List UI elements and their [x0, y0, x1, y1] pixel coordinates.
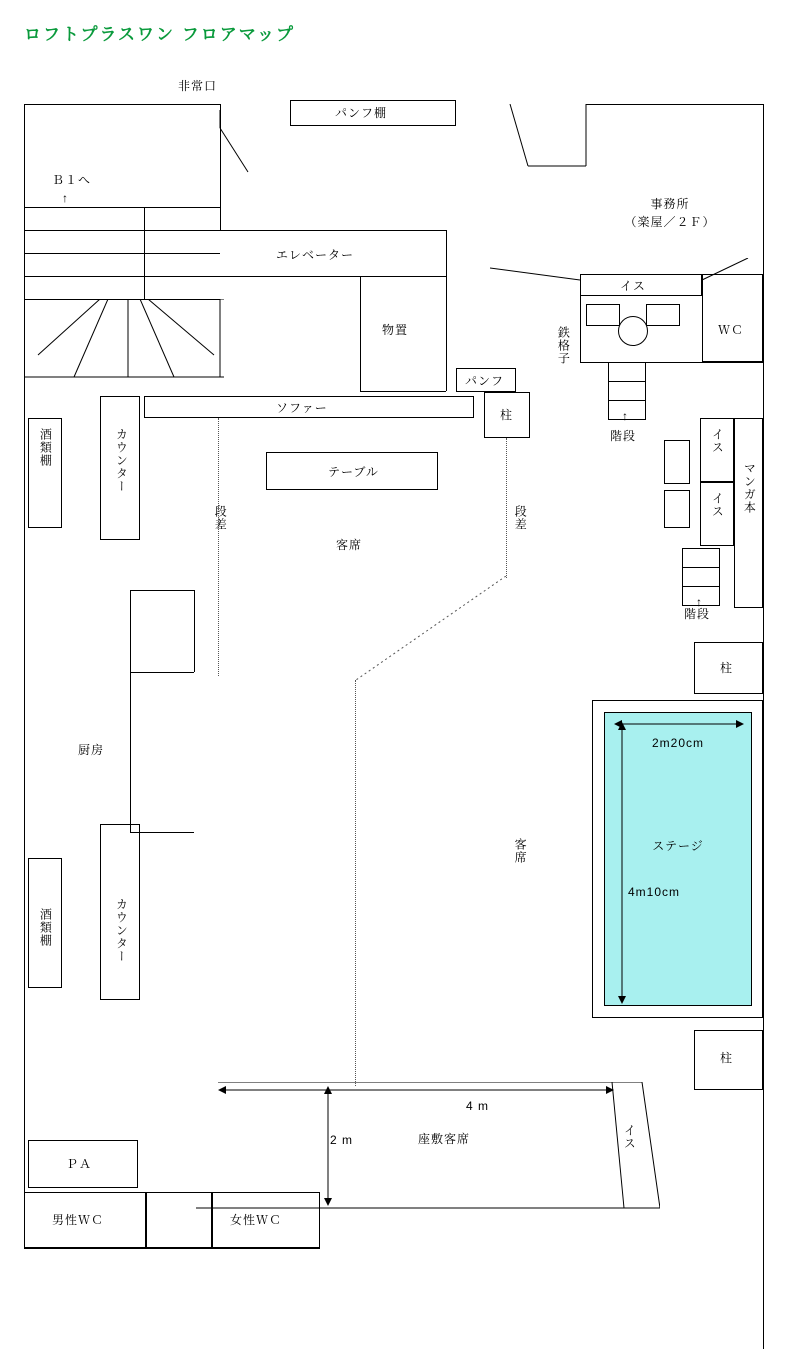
tatami-width-label: 4 m: [466, 1099, 490, 1113]
elevator-label: エレベーター: [276, 248, 355, 262]
sofa-label: ソファー: [276, 401, 328, 415]
seating-1-label: 客席: [336, 538, 363, 552]
pillar-3-label: 柱: [720, 1051, 734, 1065]
chair-top-label: イス: [620, 279, 646, 293]
womens-wc-label: 女性ＷＣ: [230, 1213, 283, 1227]
stage-height-label: 4m10cm: [628, 885, 681, 899]
stair-landing-fan: [24, 299, 224, 389]
step-2-label: [512, 505, 528, 535]
storage-right-wall: [446, 276, 447, 391]
pillar-1-label: 柱: [500, 408, 514, 422]
b1-arrow: ↑: [62, 191, 69, 205]
stair-step-2: [24, 230, 220, 231]
mens-wc-label: 男性ＷＣ: [52, 1213, 105, 1227]
stage-height-arrow: [614, 722, 630, 1004]
step-1-text: 段差: [213, 505, 228, 531]
office-label: 事務所: [650, 197, 690, 211]
tatami-height-label: 2 m: [330, 1133, 354, 1147]
counter-1-label: カウンター: [114, 428, 129, 493]
stage-label: ステージ: [652, 839, 704, 853]
wc-label: ＷＣ: [718, 323, 745, 337]
iron-lattice-label: 鉄格子: [556, 326, 571, 365]
stairs-1-arrow: ↑: [622, 409, 629, 423]
stairs-2-label: 階段: [684, 607, 711, 621]
step-1-label: [212, 505, 228, 535]
chair-small-box-2: [664, 490, 690, 528]
chair-right-2-label: イス: [710, 492, 725, 518]
kitchen-wall-right: [194, 590, 195, 672]
chair-right-1-label: イス: [710, 428, 725, 454]
storage-label: 物置: [382, 323, 409, 337]
stage-width-label: 2m20cm: [651, 736, 704, 750]
stairs-2-arrow: ↑: [696, 595, 703, 609]
step-2-text: 段差: [513, 505, 528, 531]
chair-small-box-1: [664, 440, 690, 484]
chair-tatami-label: イス: [622, 1124, 637, 1150]
elevator-bottom-wall: [220, 276, 446, 277]
stair-step-4: [24, 276, 220, 277]
step-2-dotted-lower: [355, 680, 356, 1086]
storage-bottom-wall: [360, 391, 446, 392]
kitchen-wall-top: [130, 590, 194, 591]
wc-box: [702, 274, 763, 362]
tatami-seating-label: 座敷客席: [418, 1132, 471, 1146]
table-label: テーブル: [328, 465, 379, 479]
seating-2-text: 客席: [513, 838, 528, 864]
stairs-1-step-1: [608, 381, 646, 382]
liquor-shelf-1-label: 酒類棚: [38, 428, 53, 467]
kitchen-wall-left: [130, 590, 131, 672]
step-2-dotted: [506, 438, 507, 578]
elevator-top-wall: [220, 230, 446, 231]
wc-spacer-box: [146, 1192, 212, 1248]
storage-left-wall: [360, 276, 361, 391]
page-title: ロフトプラスワン フロアマップ: [24, 25, 296, 44]
kitchen-label: 厨房: [78, 743, 105, 757]
stair-step-3: [24, 253, 220, 254]
liquor-shelf-2-label: 酒類棚: [38, 908, 53, 947]
stairs-1-label: 階段: [610, 429, 637, 443]
stair-step-1: [24, 207, 220, 208]
wall-mid-right-2: [702, 296, 703, 362]
pa-label: ＰＡ: [66, 1157, 93, 1171]
kitchen-wall-left-2: [130, 672, 131, 832]
step-2-diagonal: [350, 576, 510, 686]
stairs-2-step-2: [682, 586, 720, 587]
counter-2-label: カウンター: [114, 898, 129, 963]
wall-bottom: [24, 1248, 320, 1249]
stair-divider: [144, 207, 145, 299]
round-table: [618, 316, 648, 346]
small-box-2: [646, 304, 680, 326]
stairs-1-step-2: [608, 400, 646, 401]
pamphlet-shelf-label: パンフ棚: [335, 106, 388, 120]
emergency-exit-label: 非常口: [178, 79, 218, 93]
wall-right: [763, 260, 764, 1349]
seating-2-label: [500, 838, 540, 868]
tatami-width-arrow: [218, 1082, 614, 1098]
pamphlet-label: パンフ: [465, 374, 505, 388]
elevator-right-wall: [446, 230, 447, 276]
step-1-dotted: [218, 418, 219, 676]
kitchen-wall-bottom: [130, 672, 194, 673]
b1-label: Ｂ１へ: [52, 173, 92, 187]
wall-top-left: [24, 104, 220, 105]
pillar-2-label: 柱: [720, 661, 734, 675]
office-sublabel: （楽屋／２Ｆ）: [624, 215, 716, 229]
wall-mid-right-1: [580, 296, 581, 362]
small-box-1: [586, 304, 620, 326]
emergency-exit-door: [190, 110, 260, 180]
manga-books-label: マンガ本: [742, 462, 757, 514]
stairs-2-step-1: [682, 567, 720, 568]
stage-width-arrow: [614, 716, 744, 732]
wall-office-top: [586, 104, 763, 105]
wall-top-right-diagonals: [490, 104, 780, 284]
wall-office-right: [763, 104, 764, 260]
